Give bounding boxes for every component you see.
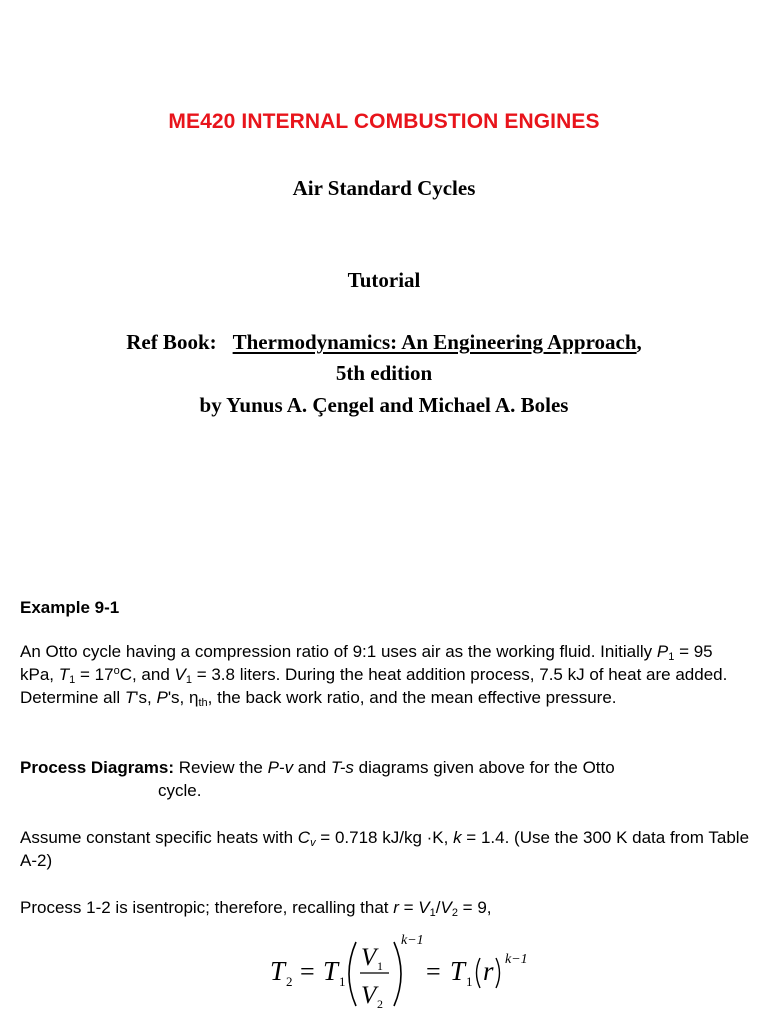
subscript-v: v — [310, 837, 316, 849]
formula-t1b-sub: 1 — [466, 974, 473, 989]
assumption-paragraph — [20, 826, 750, 872]
diagram-text: and — [293, 758, 331, 777]
formula-equals-1: = — [300, 957, 315, 986]
var-t: T — [124, 688, 136, 707]
var-k: k — [453, 828, 462, 847]
formula-equals-2: = — [426, 957, 441, 986]
problem-text: C, and — [119, 665, 175, 684]
reference-label: Ref Book: — [126, 330, 217, 354]
var-v: V — [418, 898, 430, 917]
var-p: P — [156, 688, 168, 707]
formula-exponent: k−1 — [401, 933, 424, 948]
formula-r: r — [483, 956, 494, 986]
course-title: ME420 INTERNAL COMBUSTION ENGINES — [168, 110, 600, 133]
left-small-paren — [477, 958, 481, 988]
subscript: 1 — [69, 674, 76, 686]
reference-authors: by Yunus A. Çengel and Michael A. Boles — [199, 393, 569, 417]
formula-t1-sub: 1 — [339, 974, 346, 989]
formula-t1b: T — [450, 956, 466, 986]
pv-label: P-v — [267, 758, 294, 777]
formula-t2-sub: 2 — [286, 974, 293, 989]
subtitle: Air Standard Cycles — [292, 176, 476, 200]
isentropic-temperature-formula — [250, 920, 550, 1024]
subscript: 1 — [185, 674, 192, 686]
var-c: C — [297, 828, 311, 847]
var-r: r — [393, 898, 399, 917]
process-paragraph — [20, 896, 750, 919]
problem-text: , the back work ratio, and the mean effective pressure. — [207, 688, 617, 707]
diagram-text: diagrams given above for the Otto — [353, 758, 615, 777]
formula-v2-sub: 2 — [377, 997, 383, 1011]
process-diagrams-label: Process Diagrams: — [20, 758, 175, 777]
problem-text: = 17 — [75, 665, 114, 684]
formula-exponent-2: k−1 — [505, 952, 528, 967]
problem-text: An Otto cycle having a compression ratio of 9:1 uses air as the working fluid. Initially — [20, 642, 657, 661]
problem-text: 's, — [135, 688, 157, 707]
degree-superscript: o — [113, 665, 120, 677]
process-text: Process 1-2 is isentropic; therefore, recalling that — [20, 898, 394, 917]
assume-text: = 0.718 kJ/kg ·K, — [315, 828, 454, 847]
formula-svg — [250, 920, 550, 1024]
formula-t1: T — [323, 956, 339, 986]
diagram-text-continued: cycle. — [158, 781, 202, 800]
subscript: 1 — [668, 651, 675, 663]
eta-symbol: η — [189, 688, 199, 707]
problem-text: = 3.8 liters. During the heat addition process, 7.5 kJ of heat are added. Determine all — [20, 665, 728, 707]
reference-comma: , — [636, 330, 642, 354]
var-p: P — [656, 642, 669, 661]
var-v: V — [440, 898, 452, 917]
var-t: T — [58, 665, 70, 684]
subscript: 1 — [429, 907, 436, 919]
tutorial-heading: Tutorial — [347, 268, 421, 292]
subscript: 2 — [451, 907, 458, 919]
right-paren — [394, 942, 401, 1006]
subscript: th — [198, 697, 208, 709]
formula-v1: V — [361, 944, 377, 971]
process-text: = — [398, 898, 419, 917]
process-text: = 9, — [457, 898, 492, 917]
ts-label: T-s — [330, 758, 354, 777]
diagram-text: Review the — [174, 758, 268, 777]
reference-title: Thermodynamics: An Engineering Approach — [232, 330, 637, 354]
reference-edition: 5th edition — [335, 361, 433, 385]
example-heading: Example 9-1 — [20, 598, 120, 617]
formula-t2: T — [270, 956, 286, 986]
right-small-paren — [496, 958, 500, 988]
assume-text: Assume constant specific heats with — [20, 828, 298, 847]
problem-statement — [20, 640, 750, 709]
left-paren — [349, 942, 356, 1006]
problem-text: 's, — [167, 688, 190, 707]
var-v: V — [174, 665, 186, 684]
process-diagrams-paragraph — [20, 756, 750, 802]
formula-v2: V — [361, 982, 377, 1009]
slash: / — [435, 898, 441, 917]
formula-v1-sub: 1 — [377, 959, 383, 973]
problem-text: = 95 kPa, — [20, 642, 713, 684]
reference-book-line — [0, 330, 768, 355]
assume-text: = 1.4. (Use the 300 K data from Table A-2) — [20, 828, 750, 870]
